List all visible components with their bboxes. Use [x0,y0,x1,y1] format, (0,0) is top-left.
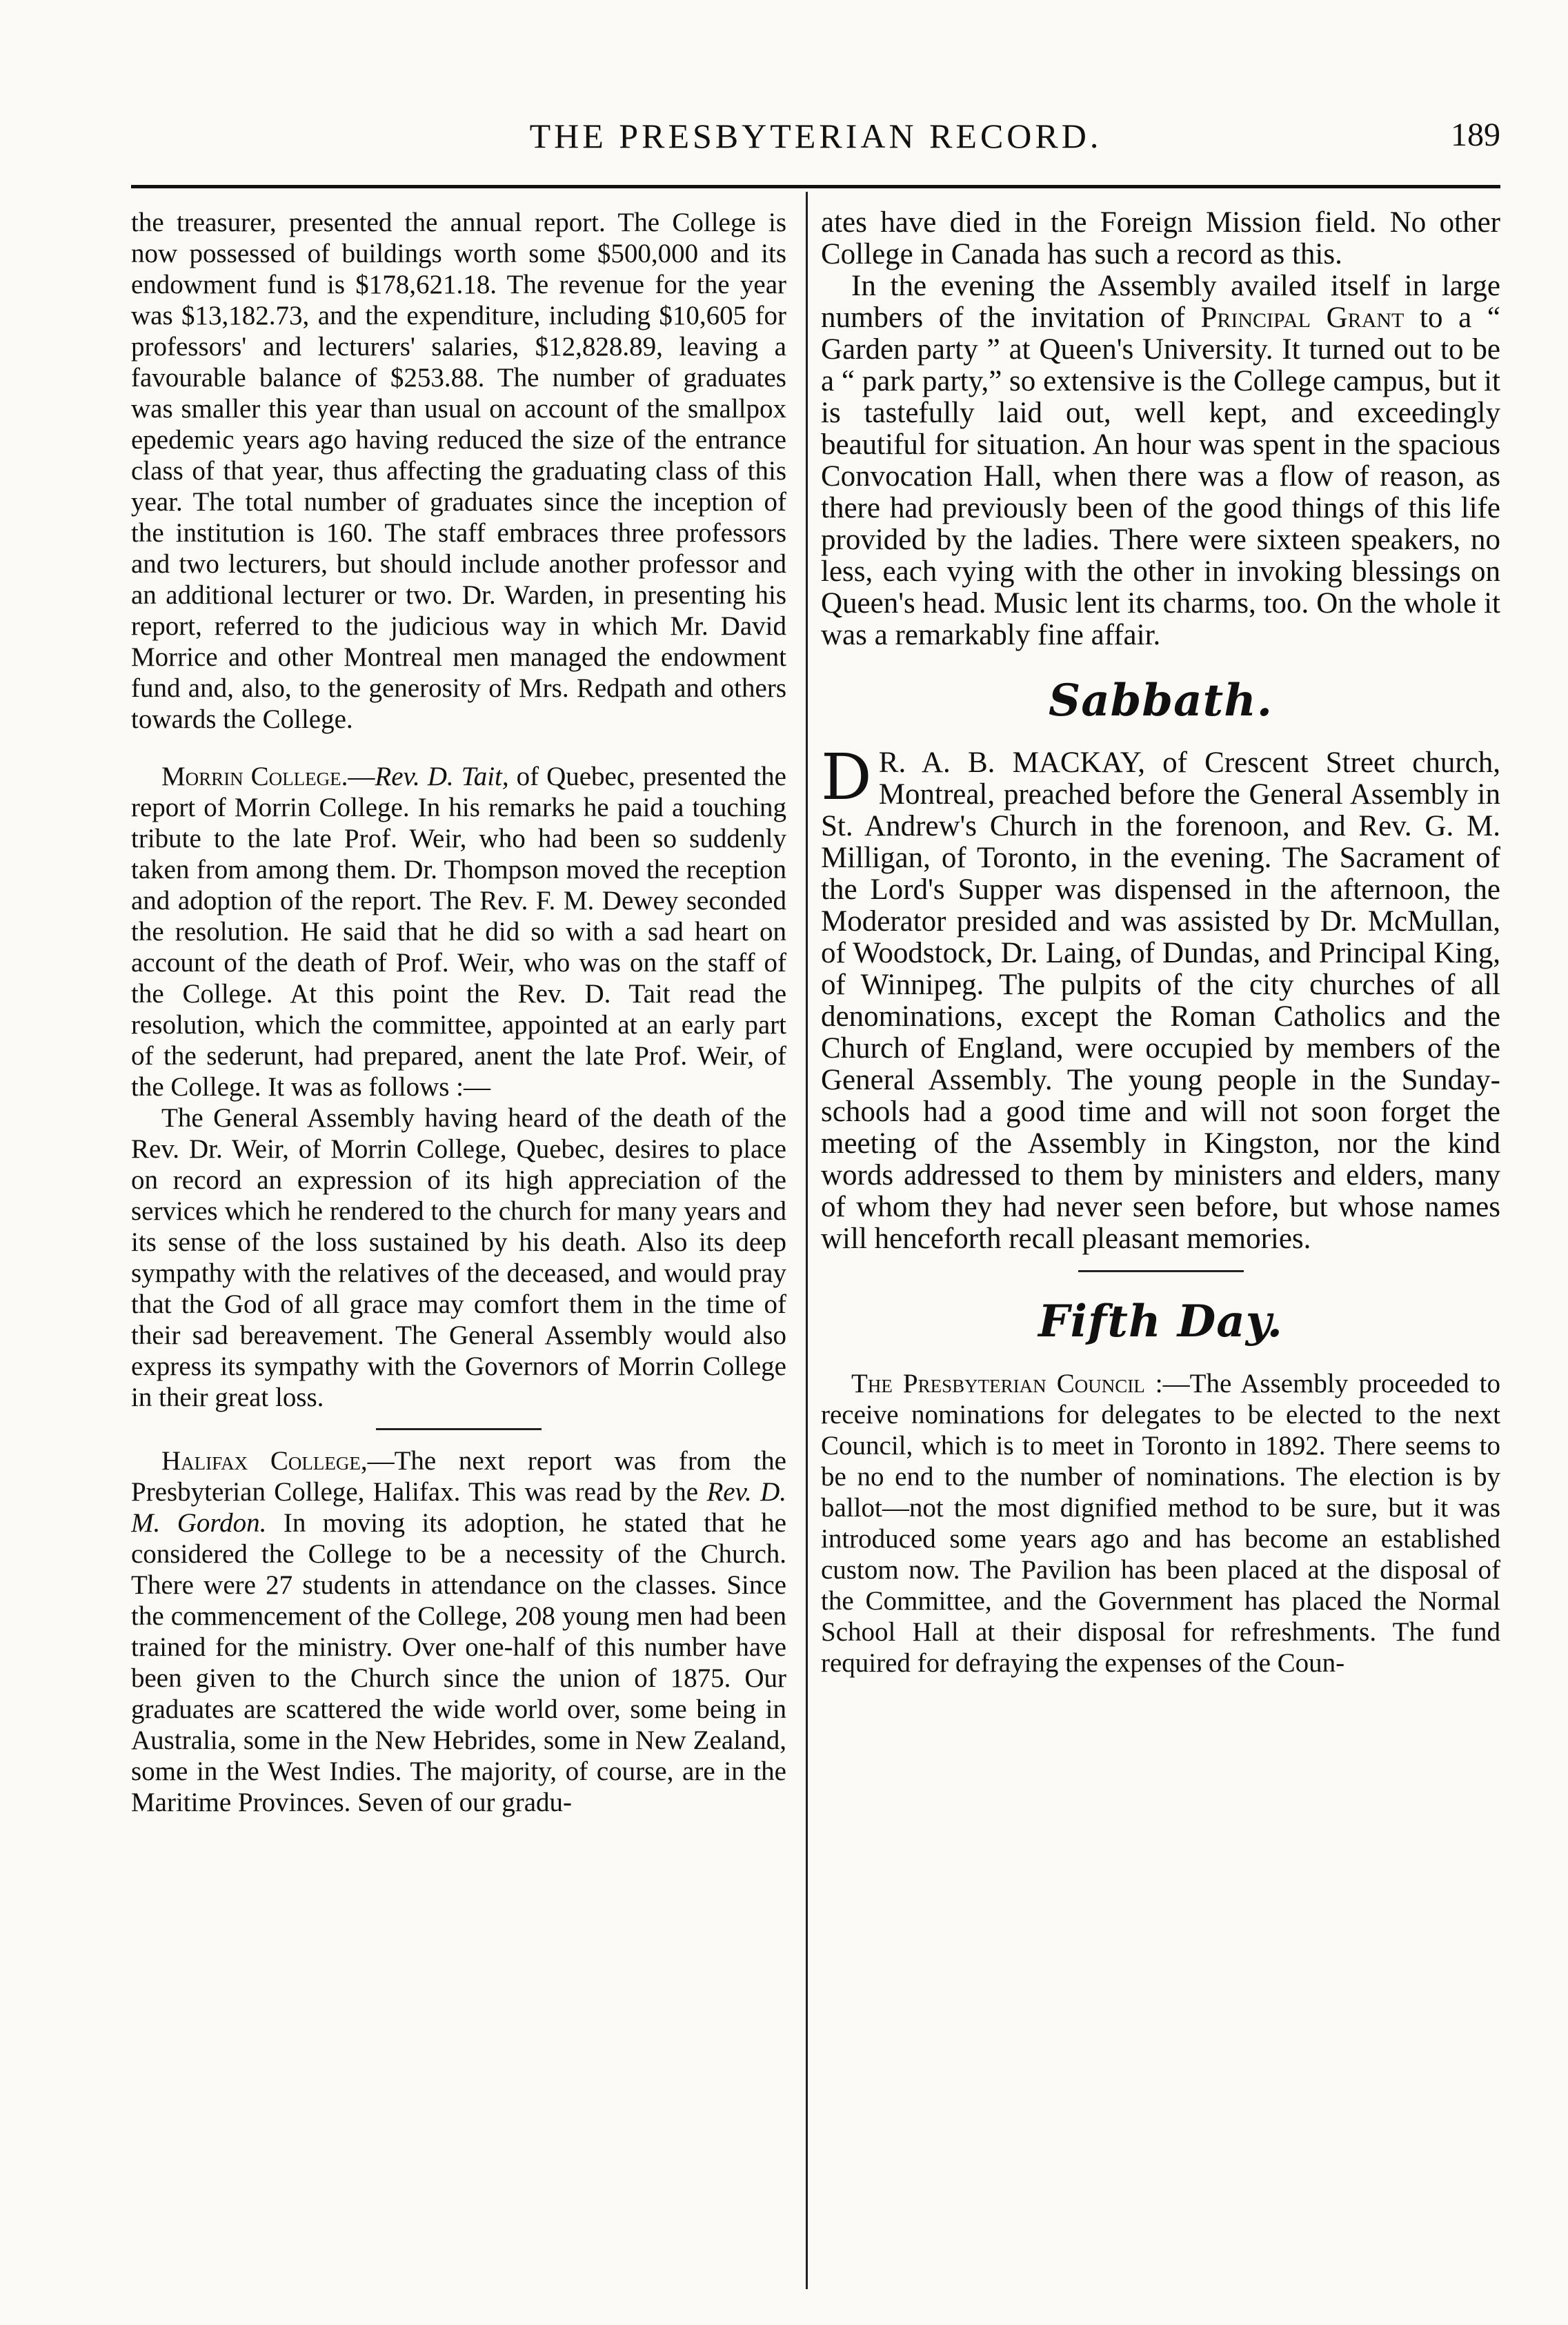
paragraph-sabbath: D R. A. B. MACKAY, of Crescent Street church, Montreal, preached before the General Assembly in St. Andrew's Church in the forenoon, and Rev. G. M. Milligan, of Toronto, in the evening. The Sacrament of the Lord's Supper was dispensed in the afternoon, the Moderator presided and was assisted by Dr. McMullan, of Woodstock, Dr. Laing, of Dundas, and Principal King, of Winnipeg. The pulpits of the city churches of all denominations, except the Roman Catholics and the Church of England, were occupied by members of the General Assembly. The young people in the Sunday-schools had a good time and will not soon forget the meeting of the Assembly in Kingston, nor the kind words addressed to them by ministers and elders, many of whom they had never seen before, but whose names will henceforth recall pleasant memories. [821,740,1500,1255]
paragraph-foreign-mission: ates have died in the Foreign Mission field. No other College in Canada has such a record as this. [821,207,1500,270]
left-column [131,207,786,1818]
paragraph-resolution: The General Assembly having heard of the death of the Rev. Dr. Weir, of Morrin College, Quebec, desires to place on record an expression of its high appreciation of the services which he rendered to the church for many years and its sense of the loss sustained by his death. Also its deep sympathy with the relatives of the deceased, and would pray that the God of all grace may comfort them in the time of their sad bereavement. The General Assembly would also express its sympathy with the Governors of Morrin College in their great loss. [131,1103,786,1412]
speaker-name: Rev. D. M. Gordon. [131,1477,786,1538]
page-header [131,116,1500,171]
person-name: Principal Grant [1200,301,1405,334]
right-column [821,207,1500,1679]
paragraph-treasurer-report: the treasurer, presented the annual report. The College is now possessed of buildings worth some $500,000 and its endowment fund is $178,621.18. The revenue for the year was $13,182.73, and the expenditure, including $10,605 for professors' and lecturers' salaries, $12,828.89, leaving a favourable balance of $253.88. The number of graduates was smaller this year than usual on account of the smallpox epedemic years ago having reduced the size of the entrance class of that year, thus affecting the graduating class of this year. The total number of graduates since the inception of the institution is 160. The staff embraces three professors and two lecturers, but should include another professor and an additional lecturer or two. Dr. Warden, in presenting his report, referred to the judicious way in which Mr. David Morrice and other Montreal men managed the endowment fund and, also, to the generosity of Mrs. Redpath and others towards the College. [131,208,786,734]
running-title: THE PRESBYTERIAN RECORD. [529,117,1102,155]
column-divider [806,192,808,2289]
page-number: 189 [1451,117,1500,153]
spacer [131,735,786,761]
section-label-council: The Presbyterian Council : [851,1369,1163,1398]
section-rule [376,1428,542,1430]
heading-sabbath: Sabbath. [1048,675,1273,726]
paragraph-garden-party: In the evening the Assembly availed itself in large numbers of the invitation of Principal Grant to a “ Garden party ” at Queen's University. It turned out to be a “ park party,” so extensive is the College campus, but it is tastefully laid out, well kept, and exceedingly beautiful for situation. An hour was spent in the spacious Convocation Hall, when there was a flow of reason, as there had previously been of the good things of this life provided by the ladies. There were sixteen speakers, no less, each vying with the other in invoking blessings on Queen's head. Music lent its charms, too. On the whole it was a remarkably fine affair. [821,270,1500,651]
paragraph-halifax-college: Halifax College,—The next report was from the Presbyterian College, Halifax. This was read by the Rev. D. M. Gordon. In moving its adoption, he stated that he considered the College to be a necessity of the Church. There were 27 students in attendance on the classes. Since the commencement of the College, 208 young men had been trained for the ministry. Over one-half of this number have been given to the Church since the union of 1875. Our graduates are scattered the wide world over, some being in Australia, some in the New Hebrides, some in New Zealand, some in the West Indies. The majority, of course, are in the Maritime Provinces. Seven of our gradu- [131,1446,786,1817]
heading-fifth-day: Fifth Day. [1038,1296,1283,1347]
section-label-morrin: Morrin College. [161,762,348,791]
section-label-halifax: Halifax College, [161,1446,368,1476]
section-rule [1078,1270,1244,1272]
paragraph-morrin-college: Morrin College.—Rev. D. Tait, of Quebec, presented the report of Morrin College. In his remarks he paid a touching tribute to the late Prof. Weir, who had been so suddenly taken from among them. Dr. Thompson moved the reception and adoption of the report. The Rev. F. M. Dewey seconded the resolution. He said that he did so with a sad heart on account of the death of Prof. Weir, who was on the staff of the College. At this point the Rev. D. Tait read the resolution, which the committee, appointed at an early part of the sederunt, had prepared, anent the late Prof. Weir, of the College. It was as follows :— [131,762,786,1102]
header-rule [131,185,1500,188]
drop-cap: D [821,740,872,814]
speaker-name: Rev. D. Tait, [375,762,509,791]
paragraph-presbyterian-council: The Presbyterian Council :—The Assembly proceeded to receive nominations for delegates to be elected to the next Council, which is to meet in Toronto in 1892. There seems to be no end to the number of nominations. The election is by ballot—not the most dignified method to be sure, but it was introduced some years ago and has become an established custom now. The Pavilion has been placed at the disposal of the Committee, and the Government has placed the Normal School Hall at their disposal for refreshments. The fund required for defraying the expenses of the Coun- [821,1369,1500,1678]
